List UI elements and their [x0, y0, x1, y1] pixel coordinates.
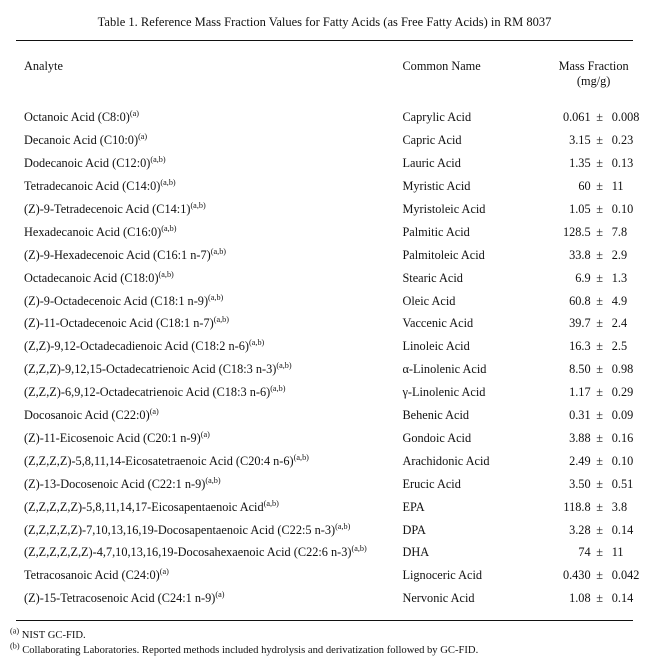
- cell-uncertainty: 4.9: [611, 293, 628, 308]
- analyte-footnote-marker: (a,b): [276, 361, 292, 371]
- analyte-footnote-marker: (a,b): [335, 521, 351, 531]
- cell-uncertainty: 0.98: [611, 362, 634, 377]
- cell-analyte: [0, 450, 402, 473]
- cell-uncertainty: 0.14: [611, 522, 634, 537]
- cell-mass-fraction-value: 16.3: [569, 339, 591, 354]
- analyte-footnote-marker: (a,b): [150, 154, 166, 164]
- analyte-name: (Z,Z,Z,Z)-5,8,11,14-Eicosatetraenoic Acid (C20:4 n-6): [24, 453, 294, 468]
- reference-values-table: [0, 41, 649, 610]
- analyte-footnote-marker: (a,b): [205, 475, 221, 485]
- cell-plus-minus: ±: [596, 133, 604, 148]
- cell-analyte: [0, 267, 402, 290]
- cell-uncertainty: 2.4: [611, 316, 628, 331]
- cell-mass-fraction-value: 39.7: [569, 316, 591, 331]
- cell-mass-fraction-value: 2.49: [569, 453, 591, 468]
- cell-uncertainty: 0.10: [611, 453, 634, 468]
- footnote-marker: (a): [10, 626, 20, 636]
- cell-uncertainty: 3.8: [611, 499, 628, 514]
- table-row: [0, 587, 649, 610]
- cell-mass-fraction-value: 3.15: [569, 133, 591, 148]
- header-common-name: Common Name: [402, 59, 481, 74]
- header-mass-fraction-label: Mass Fraction: [558, 59, 629, 74]
- cell-plus-minus: ±: [596, 178, 604, 193]
- cell-plus-minus: ±: [596, 430, 604, 445]
- cell-uncertainty: 1.3: [611, 270, 628, 285]
- analyte-footnote-marker: (a,b): [293, 452, 309, 462]
- cell-common-name: Lignoceric Acid: [402, 568, 483, 583]
- cell-plus-minus: ±: [596, 293, 604, 308]
- table-row: [0, 404, 649, 427]
- cell-analyte: [0, 564, 402, 587]
- cell-common-name: Behenic Acid: [402, 408, 470, 423]
- analyte-name: Dodecanoic Acid (C12:0): [24, 156, 151, 171]
- cell-uncertainty: 11: [611, 545, 624, 560]
- cell-uncertainty: 0.10: [611, 201, 634, 216]
- cell-analyte: [0, 91, 402, 129]
- cell-analyte: [0, 312, 402, 335]
- cell-analyte: [0, 129, 402, 152]
- cell-common-name: Palmitic Acid: [402, 224, 470, 239]
- cell-analyte: [0, 175, 402, 198]
- analyte-name: (Z,Z)-9,12-Octadecadienoic Acid (C18:2 n-6): [24, 339, 250, 354]
- analyte-footnote-marker: (a): [215, 590, 225, 600]
- footnote-item: [10, 626, 633, 643]
- analyte-footnote-marker: (a,b): [263, 498, 279, 508]
- cell-common-name: Lauric Acid: [402, 156, 461, 171]
- analyte-footnote-marker: (a,b): [208, 292, 224, 302]
- cell-plus-minus: ±: [596, 591, 604, 606]
- analyte-footnote-marker: (a): [159, 567, 169, 577]
- cell-mass-fraction-value: 8.50: [569, 362, 591, 377]
- cell-plus-minus: ±: [596, 201, 604, 216]
- cell-common-name: Stearic Acid: [402, 270, 463, 285]
- cell-plus-minus: ±: [596, 156, 604, 171]
- cell-common-name: DPA: [402, 522, 426, 537]
- analyte-name: (Z)-9-Octadecenoic Acid (C18:1 n-9): [24, 293, 209, 308]
- analyte-name: (Z)-11-Eicosenoic Acid (C20:1 n-9): [24, 430, 201, 445]
- table-row: [0, 335, 649, 358]
- cell-mass-fraction-value: 1.17: [569, 385, 591, 400]
- table-page: [0, 14, 649, 657]
- cell-plus-minus: ±: [596, 110, 604, 125]
- cell-uncertainty: 0.29: [611, 385, 634, 400]
- table-row: [0, 267, 649, 290]
- analyte-footnote-marker: (a,b): [351, 544, 367, 554]
- table-row: [0, 519, 649, 542]
- cell-analyte: [0, 541, 402, 564]
- cell-uncertainty: 0.042: [611, 568, 640, 583]
- cell-plus-minus: ±: [596, 453, 604, 468]
- cell-analyte: [0, 587, 402, 610]
- table-row: [0, 473, 649, 496]
- cell-mass-fraction-value: 1.05: [569, 201, 591, 216]
- cell-plus-minus: ±: [596, 476, 604, 491]
- cell-common-name: Gondoic Acid: [402, 430, 472, 445]
- cell-analyte: [0, 404, 402, 427]
- cell-mass-fraction-value: 60: [578, 178, 591, 193]
- analyte-name: Octadecanoic Acid (C18:0): [24, 270, 159, 285]
- analyte-name: (Z,Z,Z)-9,12,15-Octadecatrienoic Acid (C18:3 n-3): [24, 362, 277, 377]
- analyte-footnote-marker: (a,b): [249, 338, 265, 348]
- cell-analyte: [0, 496, 402, 519]
- table-row: [0, 541, 649, 564]
- analyte-name: (Z)-11-Octadecenoic Acid (C18:1 n-7): [24, 316, 214, 331]
- cell-mass-fraction-value: 128.5: [562, 224, 591, 239]
- cell-common-name: Linoleic Acid: [402, 339, 470, 354]
- analyte-name: (Z,Z,Z,Z,Z)-7,10,13,16,19-Docosapentaenoic Acid (C22:5 n-3): [24, 522, 336, 537]
- cell-plus-minus: ±: [596, 568, 604, 583]
- cell-analyte: [0, 519, 402, 542]
- cell-mass-fraction-value: 0.061: [562, 110, 591, 125]
- analyte-name: (Z)-9-Hexadecenoic Acid (C16:1 n-7): [24, 247, 211, 262]
- analyte-name: Octanoic Acid (C8:0): [24, 110, 130, 125]
- cell-uncertainty: 0.13: [611, 156, 634, 171]
- cell-common-name: EPA: [402, 499, 425, 514]
- table-body: [0, 91, 649, 610]
- cell-common-name: Myristoleic Acid: [402, 201, 486, 216]
- analyte-name: (Z,Z,Z,Z,Z)-5,8,11,14,17-Eicosapentaenoic Acid: [24, 499, 264, 514]
- cell-analyte: [0, 473, 402, 496]
- cell-uncertainty: 2.5: [611, 339, 628, 354]
- table-head: [0, 41, 649, 91]
- cell-analyte: [0, 290, 402, 313]
- cell-plus-minus: ±: [596, 499, 604, 514]
- analyte-name: Hexadecanoic Acid (C16:0): [24, 224, 162, 239]
- footnote-marker: (b): [10, 641, 20, 651]
- analyte-footnote-marker: (a): [149, 406, 159, 416]
- analyte-footnote-marker: (a,b): [158, 269, 174, 279]
- table-row: [0, 290, 649, 313]
- cell-common-name: Erucic Acid: [402, 476, 461, 491]
- table-row: [0, 450, 649, 473]
- cell-uncertainty: 7.8: [611, 224, 628, 239]
- cell-common-name: Capric Acid: [402, 133, 462, 148]
- table-row: [0, 427, 649, 450]
- analyte-name: Docosanoic Acid (C22:0): [24, 408, 150, 423]
- table-row: [0, 381, 649, 404]
- table-row: [0, 312, 649, 335]
- cell-plus-minus: ±: [596, 545, 604, 560]
- table-row: [0, 129, 649, 152]
- cell-uncertainty: 0.14: [611, 591, 634, 606]
- cell-common-name: Palmitoleic Acid: [402, 247, 485, 262]
- cell-analyte: [0, 335, 402, 358]
- analyte-name: (Z)-13-Docosenoic Acid (C22:1 n-9): [24, 476, 206, 491]
- cell-analyte: [0, 152, 402, 175]
- analyte-footnote-marker: (a,b): [270, 384, 286, 394]
- cell-plus-minus: ±: [596, 408, 604, 423]
- header-analyte: Analyte: [24, 59, 63, 74]
- cell-common-name: Vaccenic Acid: [402, 316, 474, 331]
- cell-common-name: Nervonic Acid: [402, 591, 475, 606]
- analyte-footnote-marker: (a): [200, 429, 210, 439]
- cell-analyte: [0, 198, 402, 221]
- analyte-footnote-marker: (a): [129, 109, 139, 119]
- cell-analyte: [0, 381, 402, 404]
- cell-analyte: [0, 221, 402, 244]
- cell-uncertainty: 2.9: [611, 247, 628, 262]
- cell-common-name: Oleic Acid: [402, 293, 456, 308]
- cell-common-name: Arachidonic Acid: [402, 453, 490, 468]
- footnote-item: [10, 641, 633, 658]
- table-header-row: [0, 41, 649, 91]
- cell-common-name: DHA: [402, 545, 430, 560]
- cell-mass-fraction-value: 1.08: [569, 591, 591, 606]
- page-title: Table 1. Reference Mass Fraction Values for Fatty Acids (as Free Fatty Acids) in RM 8037: [97, 15, 552, 29]
- analyte-name: Tetracosanoic Acid (C24:0): [24, 568, 160, 583]
- table-row: [0, 564, 649, 587]
- analyte-name: Decanoic Acid (C10:0): [24, 133, 139, 148]
- table-row: [0, 198, 649, 221]
- header-mass-fraction: [538, 41, 649, 91]
- cell-plus-minus: ±: [596, 224, 604, 239]
- analyte-footnote-marker: (a,b): [190, 200, 206, 210]
- footnote-text: NIST GC-FID.: [19, 630, 86, 642]
- cell-mass-fraction-value: 0.430: [562, 568, 591, 583]
- analyte-footnote-marker: (a,b): [210, 246, 227, 256]
- cell-analyte: [0, 244, 402, 267]
- analyte-name: (Z,Z,Z,Z,Z,Z)-4,7,10,13,16,19-Docosahexaenoic Acid (C22:6 n-3): [24, 545, 352, 560]
- cell-mass-fraction-value: 74: [578, 545, 591, 560]
- cell-plus-minus: ±: [596, 362, 604, 377]
- cell-mass-fraction-value: 3.50: [569, 476, 591, 491]
- bottom-rule: [16, 620, 633, 621]
- cell-mass-fraction-value: 3.88: [569, 430, 591, 445]
- table-row: [0, 221, 649, 244]
- cell-uncertainty: 0.23: [611, 133, 634, 148]
- cell-mass-fraction-value: 0.31: [569, 408, 591, 423]
- cell-common-name: Myristic Acid: [402, 178, 471, 193]
- cell-plus-minus: ±: [596, 316, 604, 331]
- cell-common-name: γ-Linolenic Acid: [402, 385, 486, 400]
- cell-uncertainty: 11: [611, 178, 624, 193]
- cell-plus-minus: ±: [596, 247, 604, 262]
- analyte-name: (Z)-15-Tetracosenoic Acid (C24:1 n-9): [24, 591, 216, 606]
- cell-mass-fraction-value: 1.35: [569, 156, 591, 171]
- table-row: [0, 175, 649, 198]
- cell-uncertainty: 0.51: [611, 476, 634, 491]
- cell-plus-minus: ±: [596, 385, 604, 400]
- cell-uncertainty: 0.008: [611, 110, 640, 125]
- cell-plus-minus: ±: [596, 270, 604, 285]
- analyte-name: (Z)-9-Tetradecenoic Acid (C14:1): [24, 201, 191, 216]
- table-row: [0, 358, 649, 381]
- cell-analyte: [0, 358, 402, 381]
- analyte-footnote-marker: (a,b): [160, 177, 176, 187]
- analyte-footnote-marker: (a): [138, 132, 148, 142]
- cell-mass-fraction-value: 118.8: [563, 499, 591, 514]
- analyte-name: Tetradecanoic Acid (C14:0): [24, 178, 161, 193]
- cell-analyte: [0, 427, 402, 450]
- cell-common-name: α-Linolenic Acid: [402, 362, 487, 377]
- table-row: [0, 496, 649, 519]
- header-mass-fraction-units: (mg/g): [576, 74, 611, 89]
- cell-mass-fraction-value: 3.28: [569, 522, 591, 537]
- table-row: [0, 244, 649, 267]
- cell-uncertainty: 0.16: [611, 430, 634, 445]
- cell-mass-fraction-value: 60.8: [569, 293, 591, 308]
- cell-plus-minus: ±: [596, 339, 604, 354]
- footnote-text: Collaborating Laboratories. Reported methods included hydrolysis and derivatization followed by GC-FID.: [19, 645, 479, 657]
- cell-mass-fraction-value: 33.8: [569, 247, 591, 262]
- cell-mass-fraction-value: 6.9: [575, 270, 591, 285]
- analyte-footnote-marker: (a,b): [161, 223, 177, 233]
- cell-uncertainty: 0.09: [611, 408, 634, 423]
- cell-plus-minus: ±: [596, 522, 604, 537]
- analyte-name: (Z,Z,Z)-6,9,12-Octadecatrienoic Acid (C18:3 n-6): [24, 385, 271, 400]
- table-row: [0, 152, 649, 175]
- analyte-footnote-marker: (a,b): [213, 315, 229, 325]
- cell-common-name: Caprylic Acid: [402, 110, 472, 125]
- footnotes: [0, 626, 649, 659]
- table-row: [0, 91, 649, 129]
